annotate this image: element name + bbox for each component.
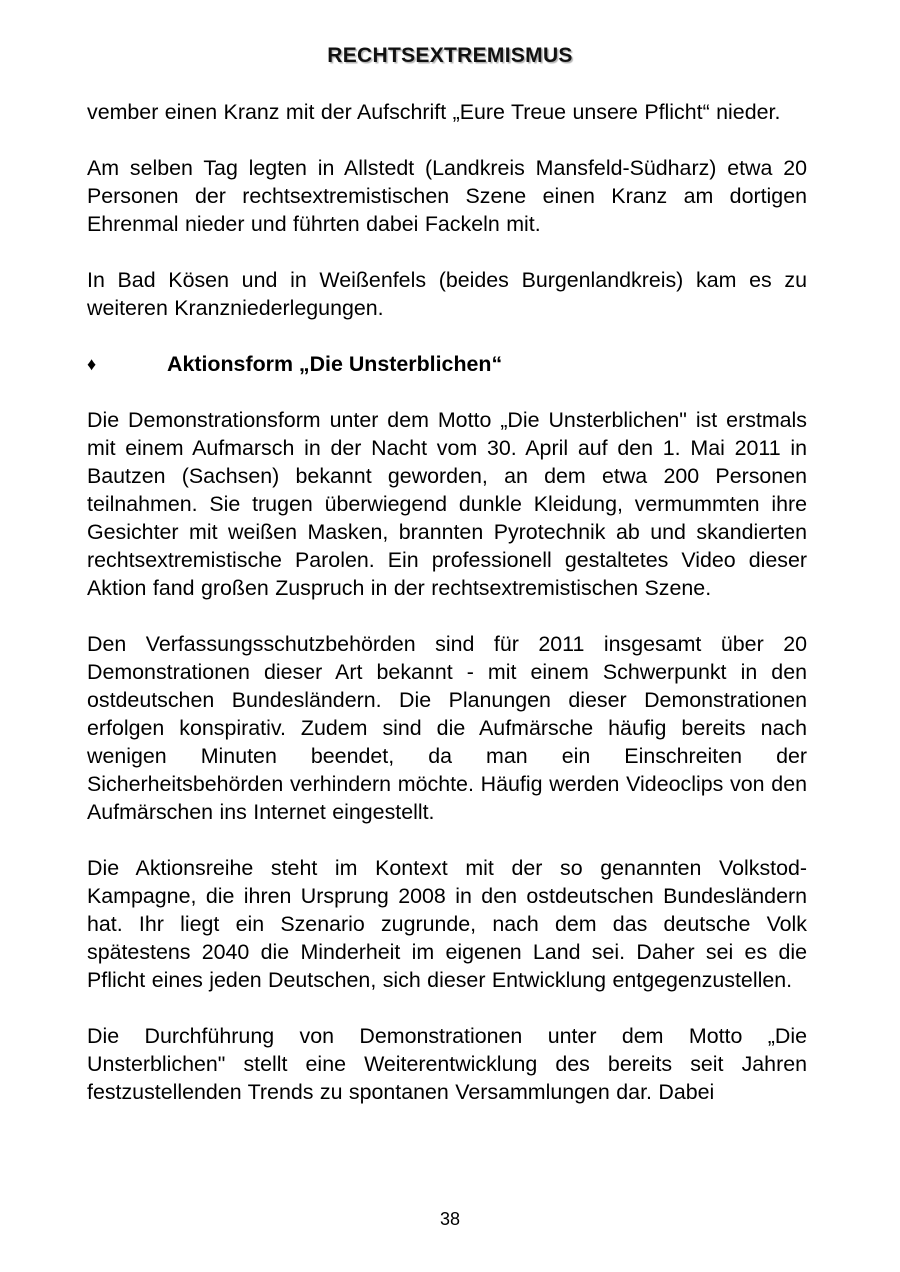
paragraph-volkstod-campaign: Die Aktionsreihe steht im Kontext mit der so genannten Volkstod-Kampagne, die ihren Ursprung 2008 in den ostdeutschen Bundesländern hat. Ihr liegt ein Szenario zugrunde, nach dem das deutsche Volk spätestens 2040 die Minderheit im eigenen Land sei. Daher sei es die Pflicht eines jeden Deutschen, sich dieser Entwicklung entgegenzustellen.	[87, 856, 807, 992]
paragraph-allstedt: Am selben Tag legten in Allstedt (Landkreis Mansfeld-Südharz) etwa 20 Personen der rechtsextremistischen Szene einen Kranz am dortigen Ehrenmal nieder und führten dabei Fackeln mit.	[87, 156, 807, 236]
paragraph-wreath-inscription: vember einen Kranz mit der Aufschrift „Eure Treue unsere Pflicht“ nieder.	[87, 100, 781, 124]
paragraph-bad-koesen: In Bad Kösen und in Weißenfels (beides Burgenlandkreis) kam es zu weiteren Kranzniederlegungen.	[87, 268, 807, 320]
section-heading	[87, 350, 807, 378]
diamond-bullet-icon: ♦	[87, 354, 97, 374]
page-number: 38	[439, 1209, 461, 1229]
paragraph-origin-bautzen: Die Demonstrationsform unter dem Motto „Die Unsterblichen" ist erstmals mit einem Aufmarsch in der Nacht vom 30. April auf den 1. Mai 2011 in Bautzen (Sachsen) bekannt geworden, an dem etwa 200 Personen teilnahmen. Sie trugen überwiegend dunkle Kleidung, vermummten ihre Gesichter mit weißen Masken, brannten Pyrotechnik ab und skandierten rechtsextremistische Parolen. Ein professionell gestaltetes Video dieser Aktion fand großen Zuspruch in der rechtsextremistischen Szene.	[87, 408, 807, 600]
paragraph-demonstrations-2011: Den Verfassungsschutzbehörden sind für 2011 insgesamt über 20 Demonstrationen dieser Art bekannt - mit einem Schwerpunkt in den ostdeutschen Bundesländern. Die Planungen dieser Demonstrationen erfolgen konspirativ. Zudem sind die Aufmärsche häufig bereits nach wenigen Minuten beendet, da man ein Einschreiten der Sicherheitsbehörden verhindern möchte. Häufig werden Videoclips von den Aufmärschen ins Internet eingestellt.	[87, 632, 807, 824]
document-body	[87, 98, 807, 1134]
page-header-title: RECHTSEXTREMISMUS	[327, 44, 573, 67]
section-heading-text: Aktionsform „Die Unsterblichen“	[167, 352, 503, 376]
paragraph-spontaneous-assemblies: Die Durchführung von Demonstrationen unter dem Motto „Die Unsterblichen" stellt eine Weiterentwicklung des bereits seit Jahren festzustellenden Trends zu spontanen Versammlungen dar. Dabei	[87, 1024, 807, 1104]
